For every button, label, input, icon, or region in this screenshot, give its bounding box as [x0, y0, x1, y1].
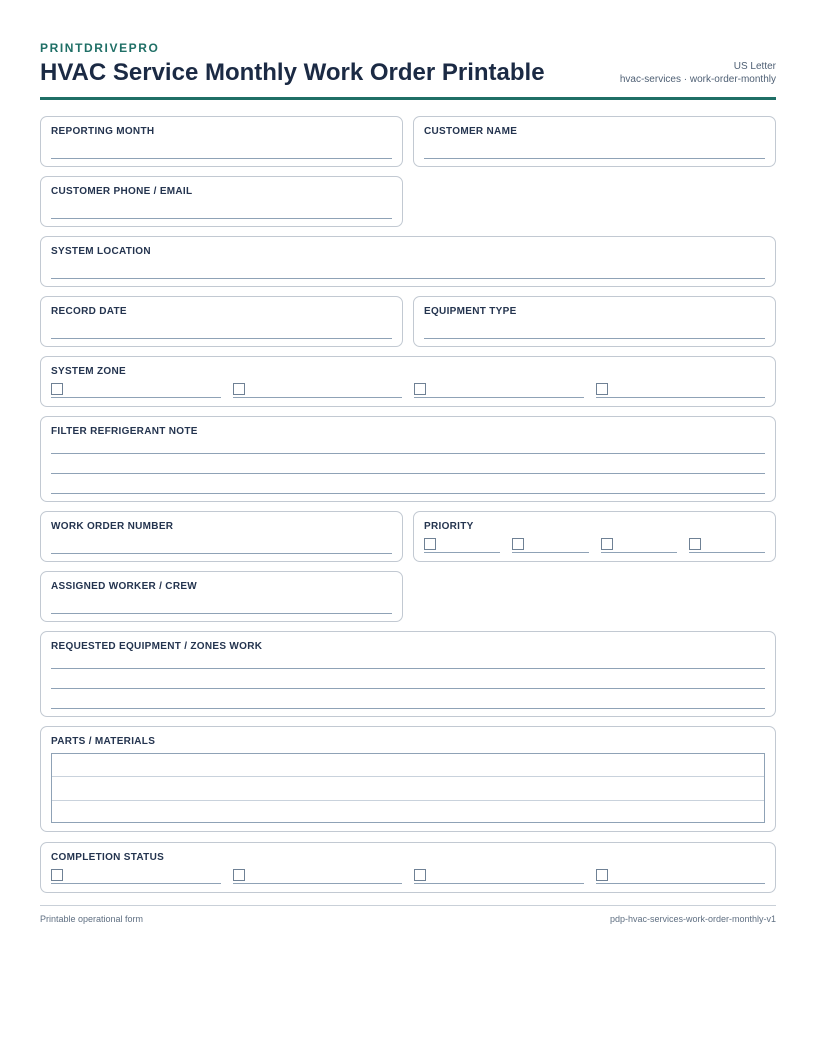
form-slug: hvac-services · work-order-monthly [619, 74, 776, 85]
checkbox[interactable] [601, 538, 613, 550]
completion-status-field [40, 842, 776, 893]
parts-materials-field [40, 726, 776, 832]
page-title: HVAC Service Monthly Work Order Printable [40, 59, 545, 86]
checkbox[interactable] [51, 383, 63, 395]
system-zone-option[interactable] [414, 382, 584, 398]
parts-table-row[interactable] [52, 754, 764, 777]
assigned-worker-line[interactable] [51, 613, 392, 614]
work-order-number-line[interactable] [51, 553, 392, 554]
filter-note-label: FILTER REFRIGERANT NOTE [51, 426, 198, 437]
customer-contact-field[interactable] [40, 176, 403, 227]
system-location-field[interactable] [40, 236, 776, 287]
equipment-type-field[interactable] [413, 296, 776, 347]
requested-work-line[interactable] [51, 668, 765, 669]
system-location-label: SYSTEM LOCATION [51, 246, 151, 257]
assigned-worker-label: ASSIGNED WORKER / CREW [51, 581, 198, 592]
equipment-type-line[interactable] [424, 338, 765, 339]
requested-work-line[interactable] [51, 688, 765, 689]
priority-options [424, 537, 765, 553]
footer-note: Printable operational form [40, 914, 144, 924]
customer-name-label: CUSTOMER NAME [424, 126, 518, 137]
completion-status-option[interactable] [233, 868, 403, 884]
header-meta [620, 60, 776, 86]
reporting-month-field[interactable] [40, 116, 403, 167]
priority-field [413, 511, 776, 562]
checkbox[interactable] [512, 538, 524, 550]
requested-work-field[interactable] [40, 631, 776, 717]
priority-option[interactable] [601, 537, 677, 553]
record-date-field[interactable] [40, 296, 403, 347]
record-date-label: RECORD DATE [51, 306, 127, 317]
checkbox[interactable] [414, 383, 426, 395]
reporting-month-line[interactable] [51, 158, 392, 159]
system-location-line[interactable] [51, 278, 765, 279]
work-order-number-label: WORK ORDER NUMBER [51, 521, 174, 532]
filter-note-line[interactable] [51, 453, 765, 454]
filter-note-line[interactable] [51, 473, 765, 474]
form-footer [40, 905, 776, 924]
filter-note-line[interactable] [51, 493, 765, 494]
customer-name-field[interactable] [413, 116, 776, 167]
filter-note-field[interactable] [40, 416, 776, 502]
completion-status-option[interactable] [51, 868, 221, 884]
system-zone-options [51, 382, 765, 398]
equipment-type-label: EQUIPMENT TYPE [424, 306, 517, 317]
priority-option[interactable] [424, 537, 500, 553]
priority-option[interactable] [689, 537, 765, 553]
priority-label: PRIORITY [424, 521, 474, 532]
priority-option[interactable] [512, 537, 588, 553]
assigned-worker-field[interactable] [40, 571, 403, 622]
system-zone-field [40, 356, 776, 407]
requested-work-label: REQUESTED EQUIPMENT / ZONES WORK [51, 641, 263, 652]
customer-name-line[interactable] [424, 158, 765, 159]
checkbox[interactable] [596, 383, 608, 395]
requested-work-line[interactable] [51, 708, 765, 709]
parts-table [51, 753, 765, 823]
parts-table-row[interactable] [52, 801, 764, 824]
checkbox[interactable] [233, 869, 245, 881]
customer-contact-line[interactable] [51, 218, 392, 219]
completion-status-option[interactable] [596, 868, 766, 884]
parts-materials-label: PARTS / MATERIALS [51, 736, 156, 747]
checkbox[interactable] [689, 538, 701, 550]
form-header [40, 40, 776, 100]
checkbox[interactable] [51, 869, 63, 881]
system-zone-label: SYSTEM ZONE [51, 366, 126, 377]
system-zone-option[interactable] [233, 382, 403, 398]
system-zone-option[interactable] [51, 382, 221, 398]
completion-status-label: COMPLETION STATUS [51, 852, 165, 863]
checkbox[interactable] [233, 383, 245, 395]
work-order-number-field[interactable] [40, 511, 403, 562]
checkbox[interactable] [596, 869, 608, 881]
form-page [40, 40, 776, 863]
paper-size: US Letter [733, 61, 776, 72]
parts-table-row[interactable] [52, 777, 764, 800]
reporting-month-label: REPORTING MONTH [51, 126, 155, 137]
footer-form-id: pdp-hvac-services-work-order-monthly-v1 [609, 914, 776, 924]
completion-status-option[interactable] [414, 868, 584, 884]
checkbox[interactable] [424, 538, 436, 550]
record-date-line[interactable] [51, 338, 392, 339]
checkbox[interactable] [414, 869, 426, 881]
system-zone-option[interactable] [596, 382, 766, 398]
brand-name: PRINTDRIVEPRO [40, 41, 160, 55]
completion-status-options [51, 868, 765, 884]
customer-contact-label: CUSTOMER PHONE / EMAIL [51, 186, 193, 197]
